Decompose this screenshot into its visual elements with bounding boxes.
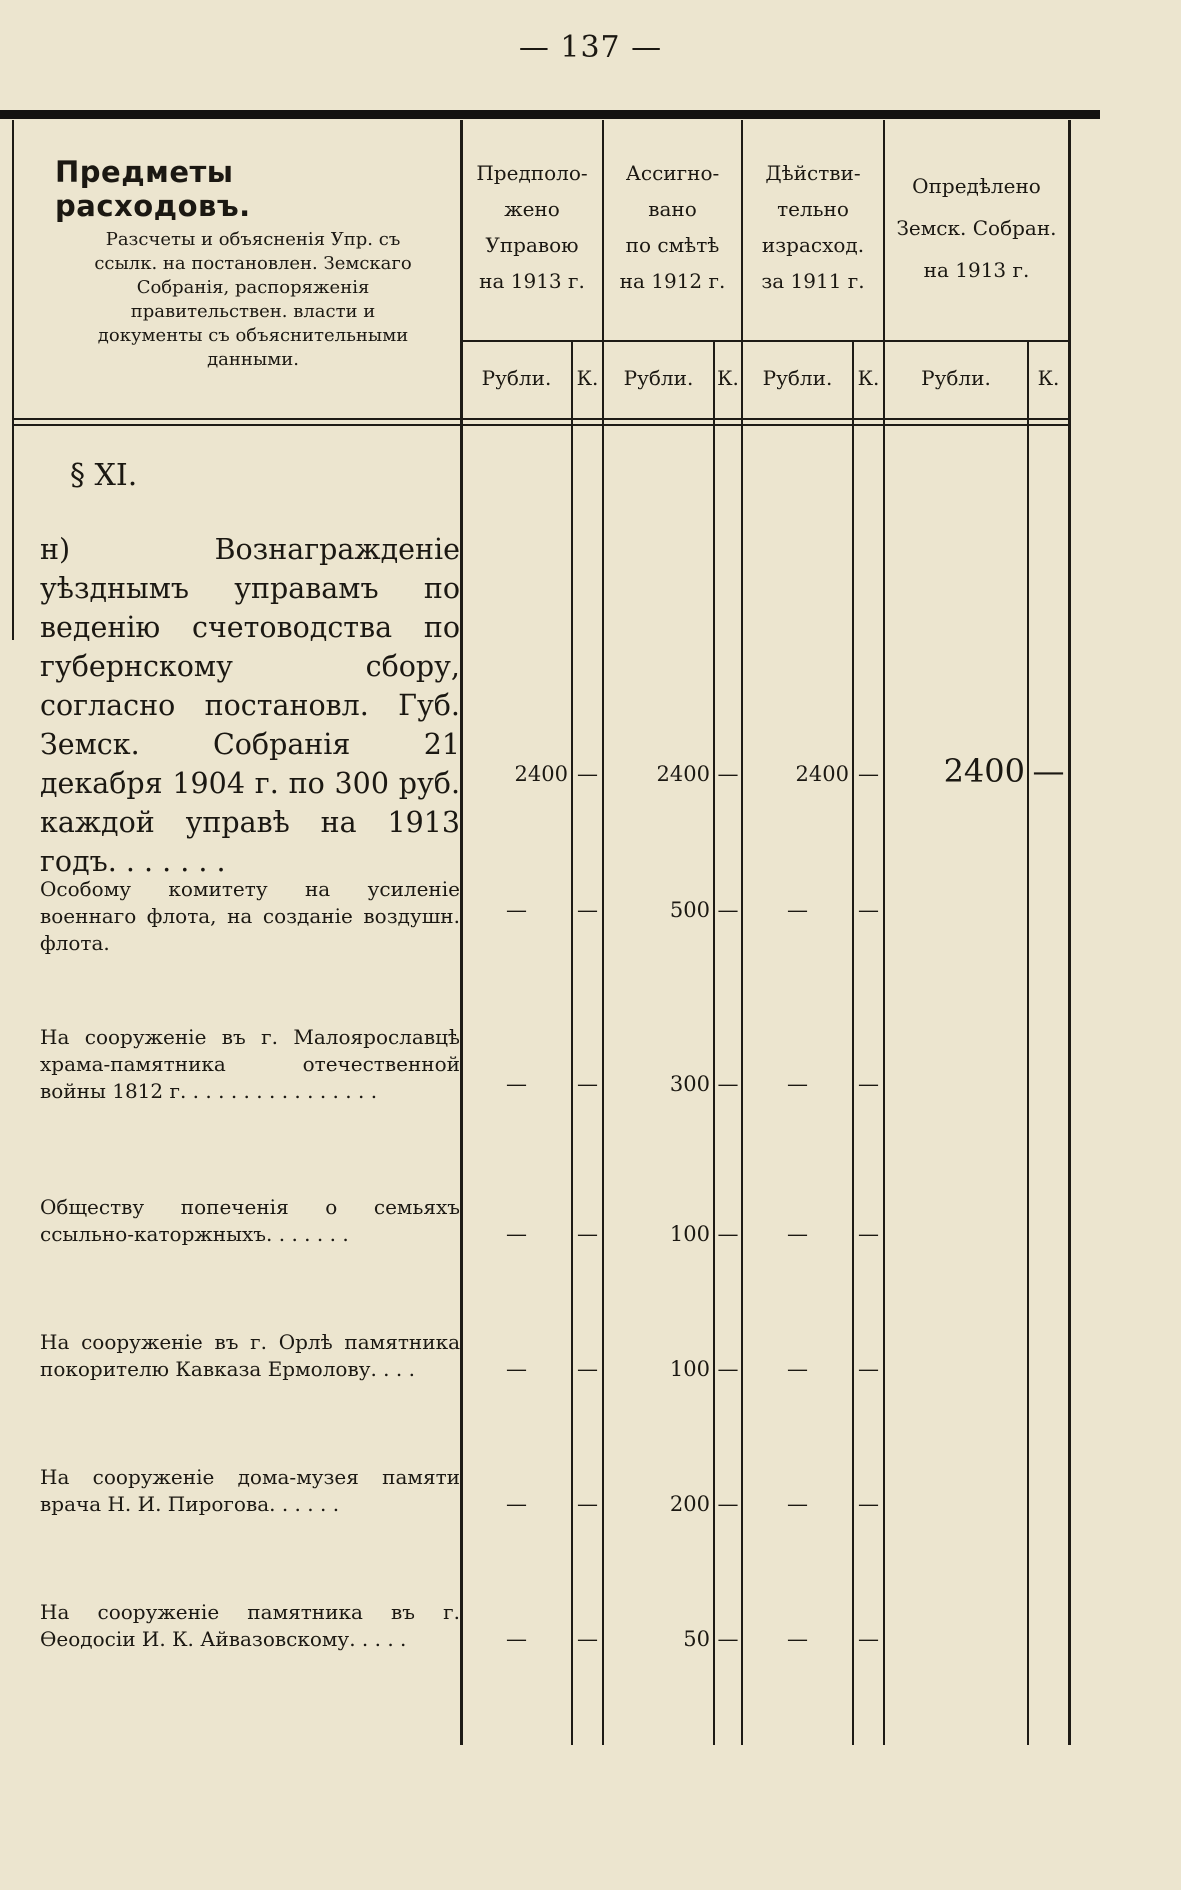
amount-rubles: — — [787, 898, 808, 922]
amount-rubles: — — [787, 1627, 808, 1651]
column-header-spent: Дѣйстви- тельно израсход. за 1911 г. — [761, 161, 865, 293]
amount-kopecks: — — [858, 1072, 879, 1096]
amount-rubles: — — [506, 1627, 527, 1651]
grid-line — [1027, 340, 1029, 1745]
amount-rubles: 200 — [669, 1492, 710, 1516]
amount-kopecks: — — [858, 1627, 879, 1651]
amount-rubles: 100 — [669, 1222, 710, 1246]
grid-line — [12, 120, 14, 640]
grid-line — [1068, 120, 1071, 1745]
amount-rubles: — — [787, 1222, 808, 1246]
amount-kopecks: — — [577, 1627, 598, 1651]
unit-label-rubles: Рубли. — [623, 366, 694, 390]
amount-kopecks: — — [577, 1357, 598, 1381]
expense-item-text: На сооруженіе памятника въ г. Ѳеодосіи И. К. Айвазовскому. . . . . — [40, 1600, 460, 1651]
expense-item-text: На сооруженіе дома-музея памяти врача Н. И. Пирогова. . . . . . — [40, 1465, 460, 1516]
expense-item-text: На сооруженіе въ г. Орлѣ памятника покорителю Кавказа Ермолову. . . . — [40, 1330, 460, 1381]
column-header-determined: Опредѣлено Земск. Собран. на 1913 г. — [896, 174, 1057, 282]
amount-rubles: — — [506, 1357, 527, 1381]
amount-rubles: — — [506, 1492, 527, 1516]
amount-kopecks: — — [577, 762, 598, 786]
amount-rubles: 2400 — [514, 762, 568, 786]
amount-kopecks: — — [858, 762, 879, 786]
amount-rubles: 2400 — [656, 762, 710, 786]
grid-line — [12, 424, 1070, 426]
amount-rubles: 300 — [669, 1072, 710, 1096]
amount-kopecks: — — [717, 898, 739, 922]
amount-kopecks: — — [858, 1222, 879, 1246]
expense-item-text: На сооруженіе въ г. Малоярославцѣ храма-памятника отечественной войны 1812 г. . . . . . . . . . . . . . . . — [40, 1025, 460, 1103]
amount-kopecks: — — [717, 1627, 739, 1651]
expense-item-text: Обществу попеченія о семьяхъ ссыльно-каторжныхъ. . . . . . . — [40, 1195, 460, 1246]
unit-label-kopecks: К. — [1037, 366, 1060, 390]
top-rule — [0, 110, 1100, 119]
amount-rubles: — — [506, 1222, 527, 1246]
amount-rubles: 2400 — [795, 762, 849, 786]
amount-kopecks: — — [717, 1492, 739, 1516]
amount-rubles: 50 — [683, 1627, 710, 1651]
amount-kopecks: — — [717, 762, 739, 786]
expense-item-text: Особому комитету на усиленіе военнаго флота, на созданіе воздушн. флота. — [40, 877, 460, 955]
amount-kopecks: — — [717, 1222, 739, 1246]
amount-kopecks: — — [577, 898, 598, 922]
unit-label-rubles: Рубли. — [762, 366, 833, 390]
amount-kopecks: — — [577, 1072, 598, 1096]
amount-kopecks: — — [858, 1357, 879, 1381]
grid-line — [852, 340, 854, 1745]
grid-line — [571, 340, 573, 1745]
amount-rubles: — — [787, 1492, 808, 1516]
column-header-assigned: Ассигно- вано по смѣтѣ на 1912 г. — [619, 161, 726, 293]
amount-rubles: 100 — [669, 1357, 710, 1381]
amount-kopecks: — — [717, 1357, 739, 1381]
amount-rubles: — — [506, 1072, 527, 1096]
amount-rubles: 2400 — [943, 752, 1025, 790]
amount-rubles: — — [787, 1357, 808, 1381]
amount-kopecks: — — [577, 1492, 598, 1516]
unit-label-kopecks: К. — [717, 366, 739, 390]
section-heading: § XI. — [70, 458, 138, 493]
grid-line — [12, 418, 1070, 420]
page-number: — 137 — — [518, 30, 663, 65]
column-header-proposed: Предполо- жено Управою на 1913 г. — [476, 161, 588, 293]
subject-column-subtitle: Разсчеты и объясненія Упр. съ ссылк. на постановлен. Земскаго Собранія, распоряженія правительствен. власти и документы съ объяснительными данными. — [94, 229, 412, 370]
expense-item-text: н) Вознагражденіе уѣзднымъ управамъ по веденію счетоводства по губернскому сбору, согласно постановл. Губ. Земск. Собранія 21 декабря 1904 г. по 300 руб. каждой управѣ на 1913 годъ. . . . . . . — [40, 533, 460, 878]
amount-kopecks: — — [717, 1072, 739, 1096]
amount-kopecks: — — [858, 898, 879, 922]
amount-rubles: — — [787, 1072, 808, 1096]
grid-line — [460, 340, 1070, 342]
grid-line — [713, 340, 715, 1745]
amount-kopecks: — — [577, 1222, 598, 1246]
unit-label-kopecks: К. — [576, 366, 599, 390]
unit-label-kopecks: К. — [857, 366, 880, 390]
amount-rubles: 500 — [669, 898, 710, 922]
amount-rubles: — — [506, 898, 527, 922]
unit-label-rubles: Рубли. — [481, 366, 552, 390]
unit-label-rubles: Рубли. — [921, 366, 991, 390]
amount-kopecks: — — [858, 1492, 879, 1516]
amount-kopecks: — — [1032, 752, 1065, 790]
subject-column-title: Предметы расходовъ. — [55, 155, 251, 223]
